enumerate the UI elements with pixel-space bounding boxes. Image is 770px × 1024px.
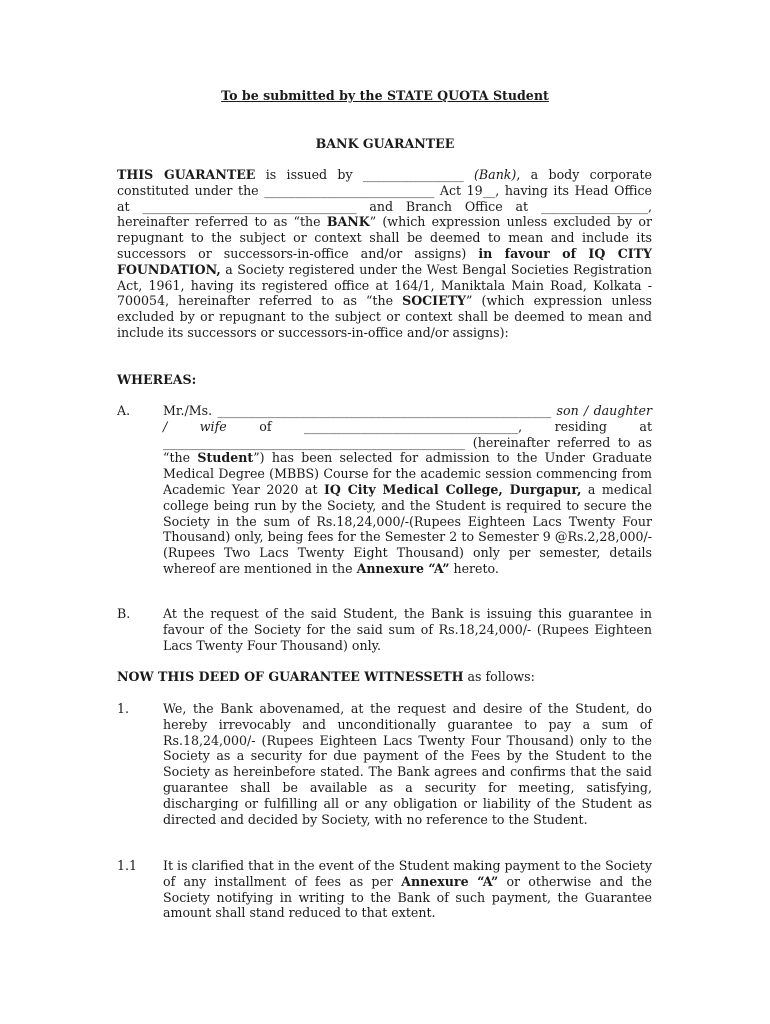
clause-text: ”) has been selected for admission to the Under Graduate Medical Degree (MBBS) Course for the academic session commencing from Academic Year 2020 at <box>163 450 652 497</box>
witness-bold: NOW THIS DEED OF GUARANTEE WITNESSETH <box>117 669 464 684</box>
intro-text: and Branch Office at <box>356 198 541 214</box>
intro-text: , hereinafter referred to as “the <box>117 198 652 230</box>
intro-text: , a body corporate constituted under the <box>117 167 652 198</box>
clause-1-1 <box>117 858 652 921</box>
clause-text: It is clarified that in the event of the Student making payment to the Society of any installment of fees as per <box>163 858 652 889</box>
intro-text: Act 19__, having its Head Office at <box>117 182 652 214</box>
parent-name-blank: __________________________________ <box>304 418 519 434</box>
annexure-bold: Annexure “A” <box>401 873 499 889</box>
bank-bold: BANK <box>326 214 370 230</box>
document-title: To be submitted by the STATE QUOTA Student <box>221 88 549 103</box>
clause-text: , residing at <box>518 418 652 434</box>
whereas-heading: WHEREAS: <box>117 372 197 387</box>
college-bold: IQ City Medical College, Durgapur, <box>324 481 582 497</box>
society-bold: SOCIETY <box>402 293 467 309</box>
intro-text: is issued by <box>255 167 363 182</box>
intro-text: a Society registered under the West Bengal Societies Registration Act, 1961, having its registered office at 164/1, Maniktala Main Road, Kolkata - 700054, hereinafter referred to as “the <box>117 261 652 309</box>
annexure-bold: Annexure “A” <box>356 560 450 576</box>
bank-word: (Bank) <box>474 167 517 182</box>
clause-text: At the request of the said Student, the Bank is issuing this guarantee in favour of the Society for the said sum of Rs.18,24,000/- (Rupees Eighteen Lacs Twenty Four Thousand) only. <box>163 606 652 653</box>
student-name-blank: _____________________________________________________ <box>217 403 552 418</box>
witness-rest: as follows: <box>463 669 535 684</box>
document-heading: BANK GUARANTEE <box>315 136 455 151</box>
clause-text: Mr./Ms. <box>163 403 218 418</box>
clause-number: A. <box>117 403 131 418</box>
clause-text: a medical college being run by the Society, and the Student is required to secure the Society in the sum of Rs.18,24,000/-(Rupees Eighteen Lacs Twenty Four Thousand) only, being fees for the Semester 2 to Semester 9 @Rs.2,28,000/- (Rupees Two Lacs Twenty Eight Thousand) only per semester, details whereof are mentioned in the <box>163 481 652 576</box>
intro-text: ” (which expression unless excluded by or repugnant to the subject or context shall be deemed to mean and include its successors or successors-in-office and/or assigns) <box>117 214 652 261</box>
witness-heading <box>117 669 652 685</box>
head-office-blank: __________________________________ <box>142 198 357 214</box>
clause-text: hereto. <box>449 560 499 576</box>
intro-paragraph <box>117 167 652 341</box>
bank-name-blank: ________________ <box>362 167 464 182</box>
student-bold: Student <box>197 450 254 466</box>
relation-options: / daughter / wife <box>163 403 652 434</box>
clause-number: 1.1 <box>117 858 138 873</box>
clause-text: of <box>226 418 305 434</box>
clause-number: 1. <box>117 701 130 716</box>
act-blank: ___________________________ <box>264 182 435 198</box>
intro-lead: THIS GUARANTEE <box>117 167 256 182</box>
clause-text: (hereinafter referred to as “the <box>163 434 652 466</box>
favour-bold: in favour of IQ CITY FOUNDATION, <box>117 245 652 277</box>
clause-a <box>117 403 652 577</box>
clause-text: We, the Bank abovenamed, at the request and desire of the Student, do hereby irrevocably and unconditionally guarantee to pay a sum of Rs.18,24,000/- (Rupees Eighteen Lacs Twenty Four Thousand) only to the Society as a security for due payment of the Fees by the Student to the Society as hereinbefore stated. The Bank agrees and confirms that the said guarantee shall be available as a security for meeting, satisfying, discharging or fulfilling all or any obligation or liability of the Student as directed and decided by Society, with no reference to the Student. <box>163 701 652 827</box>
clause-text: or otherwise and the Society notifying in writing to the Bank of such payment, the Guarantee amount shall stand reduced to that extent. <box>163 873 653 921</box>
clause-1 <box>117 701 652 827</box>
clause-number: B. <box>117 606 131 621</box>
clause-b <box>117 606 652 653</box>
relation-son: son <box>551 403 579 418</box>
branch-office-blank: _________________ <box>540 198 648 214</box>
address-blank: ________________________________________________ <box>163 434 466 450</box>
intro-text: ” (which expression unless excluded by or repugnant to the subject or context shall be deemed to mean and include its successors or successors-in-office and/or assigns): <box>117 293 653 340</box>
